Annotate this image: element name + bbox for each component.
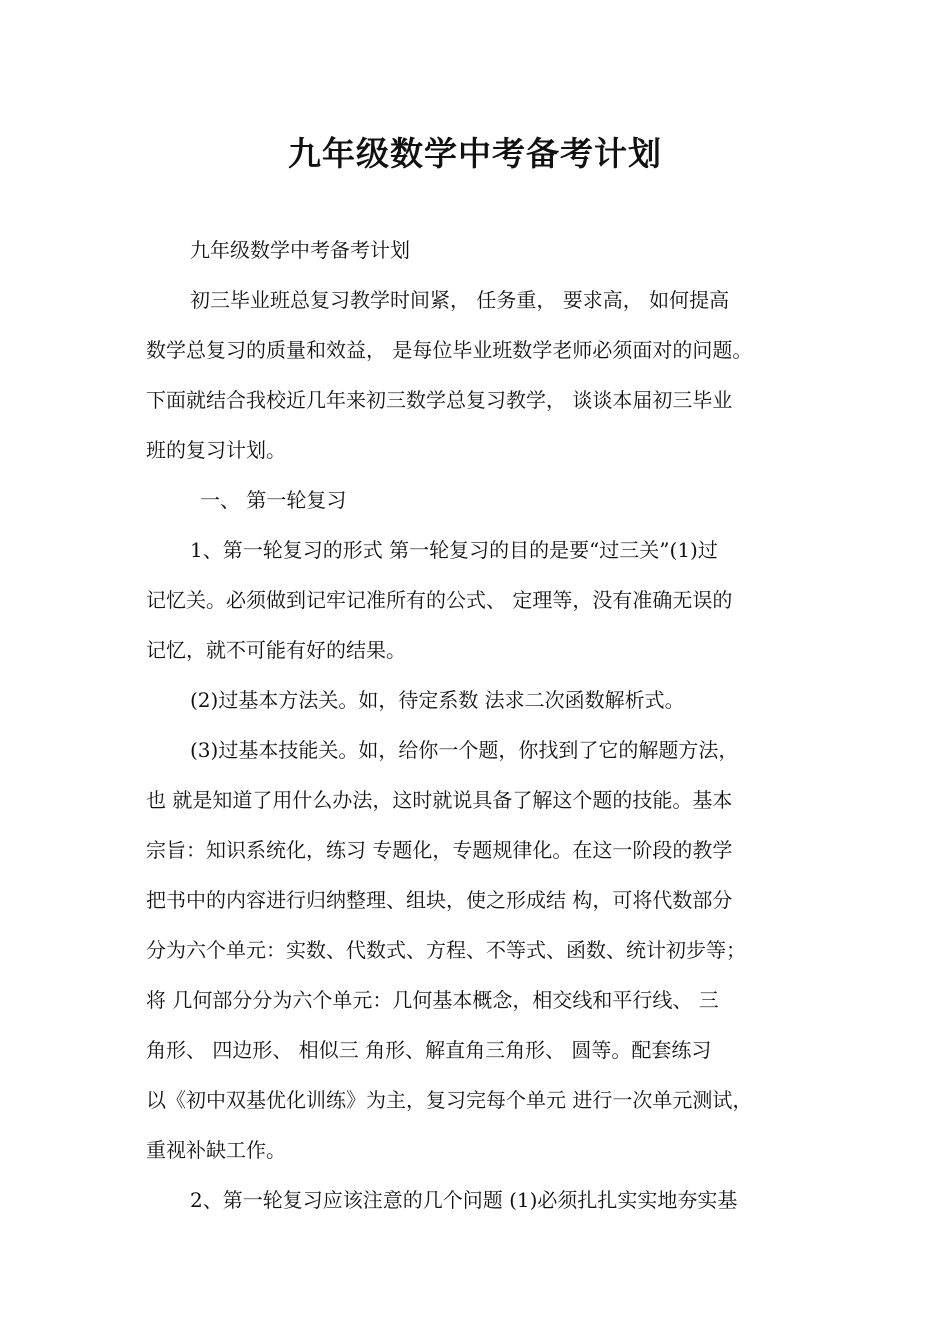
paragraph-line: 2、第一轮复习应该注意的几个问题 (1)必须扎扎实实地夯实基 <box>190 1188 738 1212</box>
paragraph-line: 数学总复习的质量和效益， 是每位毕业班数学老师必须面对的问题。 <box>146 338 753 362</box>
paragraph-line: 把书中的内容进行归纳整理、组块，使之形成结 构，可将代数部分 <box>146 888 733 912</box>
paragraph-line: 下面就结合我校近几年来初三数学总复习教学， 谈谈本届初三毕业 <box>146 388 733 412</box>
document-title: 九年级数学中考备考计划 <box>288 134 662 173</box>
paragraph-line: (2)过基本方法关。如，待定系数 法求二次函数解析式。 <box>190 688 685 712</box>
paragraph-line: 宗旨：知识系统化，练习 专题化，专题规律化。在这一阶段的教学 <box>146 838 733 862</box>
paragraph-line: 记忆关。必须做到记牢记准所有的公式、 定理等，没有准确无误的 <box>146 588 733 612</box>
section-heading: 一、 第一轮复习 <box>200 488 347 512</box>
paragraph-line: 分为六个单元：实数、代数式、方程、不等式、函数、统计初步等； <box>146 938 746 962</box>
paragraph-line: 班的复习计划。 <box>146 438 286 462</box>
paragraph-line: 也 就是知道了用什么办法，这时就说具备了解这个题的技能。基本 <box>146 788 733 812</box>
paragraph-line: (3)过基本技能关。如，给你一个题，你找到了它的解题方法， <box>190 738 739 762</box>
paragraph-line: 重视补缺工作。 <box>146 1138 286 1162</box>
paragraph-line: 角形、 四边形、 相似三 角形、解直角三角形、 圆等。配套练习 <box>146 1038 712 1062</box>
paragraph-line: 1、第一轮复习的形式 第一轮复习的目的是要“过三关”(1)过 <box>190 538 718 562</box>
paragraph-line: 以《初中双基优化训练》为主，复习完每个单元 进行一次单元测试， <box>146 1088 753 1112</box>
paragraph-line: 将 几何部分分为六个单元：几何基本概念，相交线和平行线、 三 <box>146 988 719 1012</box>
paragraph-line: 记忆，就不可能有好的结果。 <box>146 638 406 662</box>
paragraph-line: 初三毕业班总复习教学时间紧， 任务重， 要求高， 如何提高 <box>190 288 730 312</box>
paragraph-line: 九年级数学中考备考计划 <box>190 238 410 262</box>
